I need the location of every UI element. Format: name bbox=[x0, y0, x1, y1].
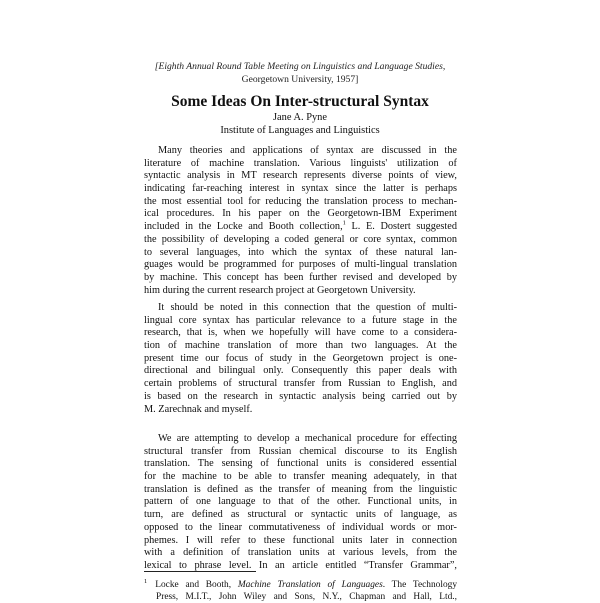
paper-title: Some Ideas On Inter-structural Syntax bbox=[171, 93, 429, 110]
text-line: phemes. I will refer to these functional units later in connection bbox=[144, 534, 457, 546]
footnote bbox=[144, 576, 457, 603]
text-line: guages would be programmed for purposes of multi-lingual translation bbox=[144, 259, 457, 271]
text-line: certain problems of structural transfer from Russian to English, and bbox=[144, 378, 457, 390]
footnote-book-title: Machine Translation of Languages bbox=[237, 580, 383, 591]
text-line: opposed to the linear commutativeness of individual words or mor- bbox=[144, 521, 457, 533]
text-line: the possibility of developing a coded general or core syntax, common bbox=[144, 233, 457, 245]
text-fragment: included in the Locke and Booth collection, bbox=[144, 221, 343, 233]
text-line: ical procedures. In his paper on the Georgetown-IBM Experiment bbox=[144, 208, 457, 220]
text-line: for the machine to be able to transfer meaning adequately, in that bbox=[144, 471, 457, 483]
text-line: is based on the research in syntactic analysis being carried out by bbox=[144, 390, 457, 402]
text-line: literature of machine translation. Various linguists' utilization of bbox=[144, 157, 457, 169]
author-name: Jane A. Pyne bbox=[273, 112, 327, 123]
conference-citation bbox=[0, 61, 600, 86]
footnote-divider bbox=[144, 571, 256, 572]
text-line: pattern of one language to that of the other. Functional units, in bbox=[144, 496, 457, 508]
text-line: turn, are defined as structural or syntactic units of language, as bbox=[144, 509, 457, 521]
text-line: directional and bilingual only. Consequently this paper deals with bbox=[144, 365, 457, 377]
paragraph-3 bbox=[144, 433, 457, 573]
paragraph-2 bbox=[144, 302, 457, 416]
text-line: M. Zarechnak and myself. bbox=[144, 403, 253, 415]
text-line: tion of machine translation of more than two languages. At the bbox=[144, 340, 457, 352]
text-line: translation. The sensing of functional units is considered essential bbox=[144, 458, 457, 470]
text-line: indicating far-reaching interest in syntax since the latter is perhaps bbox=[144, 183, 457, 195]
text-line: We are attempting to develop a mechanical procedure for effecting bbox=[158, 433, 457, 444]
text-line: lingual core syntax has particular relevance to a future stage in the bbox=[144, 314, 457, 326]
text-line: lexical to phrase level. In an article entitled “Transfer Grammar”, bbox=[144, 559, 457, 571]
footnote-line-1 bbox=[144, 576, 457, 591]
text-line: by machine. This concept has been further revised and developed by bbox=[144, 271, 457, 283]
citation-line-1: [Eighth Annual Round Table Meeting on Linguistics and Language Studies, bbox=[154, 61, 446, 72]
citation-line-2: Georgetown University, 1957] bbox=[241, 73, 359, 85]
footnote-text: Locke and Booth, bbox=[155, 580, 238, 591]
text-line: Many theories and applications of syntax are discussed in the bbox=[158, 145, 457, 156]
footnote-marker: 1 bbox=[342, 219, 346, 227]
text-line: to several languages, into which the syntax of these natural lan- bbox=[144, 246, 457, 258]
text-line: structural transfer from Russian chemical discourse to its English bbox=[144, 445, 457, 457]
footnote-line-2: Press, M.I.T., John Wiley and Sons, N.Y., Chapman and Hall, Ltd., bbox=[156, 592, 457, 603]
text-line: It should be noted in this connection that the question of multi- bbox=[158, 302, 457, 313]
text-line: syntactic analysis in MT research represents diverse points of view, bbox=[144, 170, 457, 182]
text-line: research, that is, when we hopefully will have come to a considera- bbox=[144, 327, 457, 339]
footnote-text: . The Technology bbox=[382, 580, 458, 591]
text-fragment: L. E. Dostert suggested bbox=[345, 221, 457, 233]
author-affiliation: Institute of Languages and Linguistics bbox=[220, 125, 380, 136]
text-line: translation is defined as the transfer of meaning from the linguistic bbox=[144, 483, 457, 495]
paragraph-1 bbox=[144, 145, 457, 297]
text-line-with-footnote bbox=[144, 221, 457, 234]
text-line: him during the current research project at Georgetown University. bbox=[144, 284, 416, 296]
text-line: present time our focus of study in the Georgetown project is one- bbox=[144, 352, 457, 364]
text-line: with a definition of translation units at various levels, from the bbox=[144, 547, 457, 559]
footnote-number: 1 bbox=[144, 578, 148, 585]
text-line: the most essential tool for reducing the translation process to mechan- bbox=[144, 195, 457, 207]
